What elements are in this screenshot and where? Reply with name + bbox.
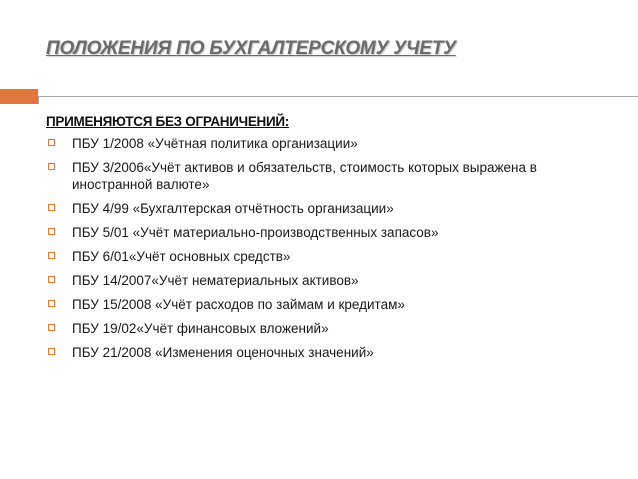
list-item-text: ПБУ 19/02«Учёт финансовых вложений»: [72, 321, 329, 336]
list-item-text: ПБУ 21/2008 «Изменения оценочных значений»: [72, 345, 374, 360]
square-bullet-icon: [48, 139, 55, 146]
list-item: [46, 224, 616, 241]
list-subheading: ПРИМЕНЯЮТСЯ БЕЗ ОГРАНИЧЕНИЙ:: [46, 114, 289, 129]
list-item: [46, 248, 616, 265]
list-item-text: ПБУ 5/01 «Учёт материально-производственных запасов»: [72, 225, 439, 240]
square-bullet-icon: [48, 300, 55, 307]
square-bullet-icon: [48, 252, 55, 259]
list-item-text: ПБУ 3/2006«Учёт активов и обязательств, стоимость которых выражена в иностранной валюте»: [72, 160, 537, 192]
title-divider-line: [38, 96, 638, 97]
square-bullet-icon: [48, 276, 55, 283]
square-bullet-icon: [48, 324, 55, 331]
list-item-text: ПБУ 1/2008 «Учётная политика организации»: [72, 136, 358, 151]
list-item-text: ПБУ 4/99 «Бухгалтерская отчётность организации»: [72, 201, 394, 216]
list-item-text: ПБУ 6/01«Учёт основных средств»: [72, 249, 291, 264]
square-bullet-icon: [48, 348, 55, 355]
slide-title: ПОЛОЖЕНИЯ ПО БУХГАЛТЕРСКОМУ УЧЕТУ: [46, 38, 456, 59]
list-item: [46, 159, 616, 193]
list-item: [46, 200, 616, 217]
square-bullet-icon: [48, 163, 55, 170]
square-bullet-icon: [48, 228, 55, 235]
list-item: [46, 320, 616, 337]
list-item: [46, 135, 616, 152]
list-item: [46, 296, 616, 313]
title-accent-bar: [0, 89, 38, 104]
list-item-text: ПБУ 15/2008 «Учёт расходов по займам и кредитам»: [72, 297, 405, 312]
list-item: [46, 344, 616, 361]
square-bullet-icon: [48, 204, 55, 211]
slide-content: [46, 114, 616, 368]
bullet-list: [46, 135, 616, 361]
list-item-text: ПБУ 14/2007«Учёт нематериальных активов»: [72, 273, 359, 288]
list-item: [46, 272, 616, 289]
title-divider-tick: [38, 96, 39, 104]
